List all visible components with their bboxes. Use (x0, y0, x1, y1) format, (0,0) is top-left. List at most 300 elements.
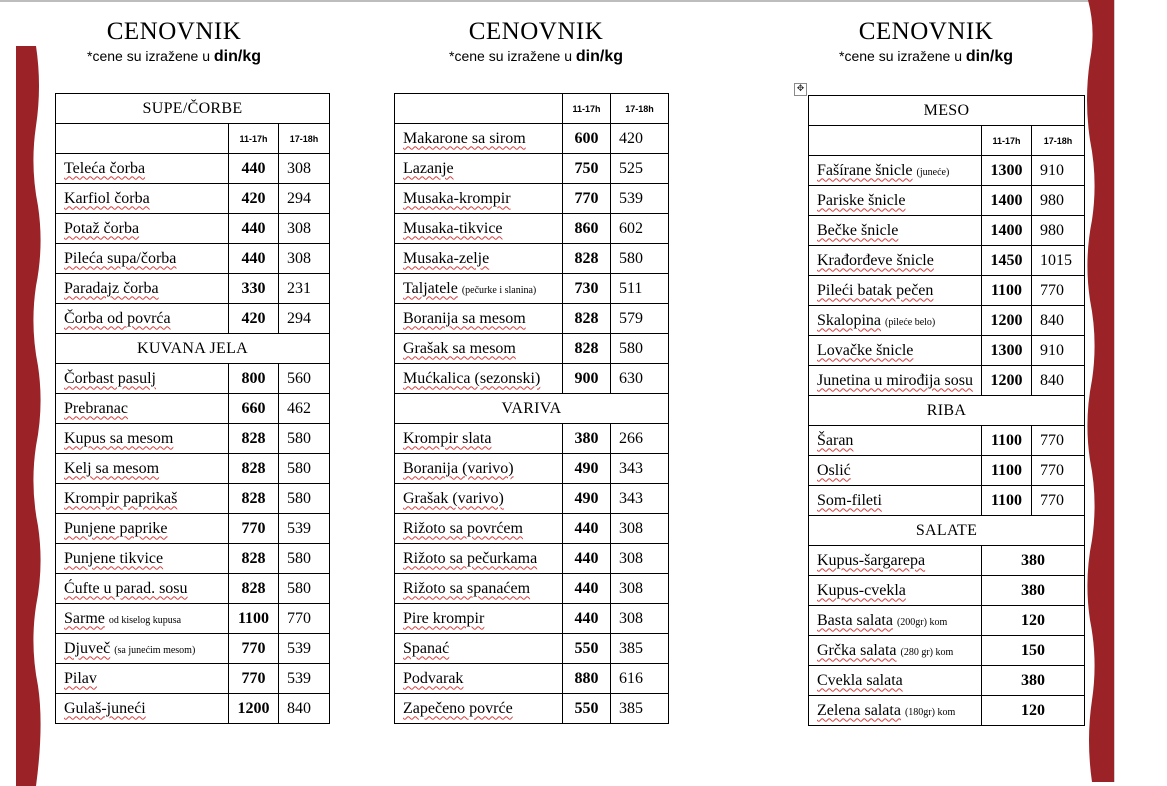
menu-item-row (395, 214, 669, 244)
item-name: Paradajz čorba (64, 279, 159, 297)
menu-item-row (56, 694, 330, 724)
item-name: Cvekla salata (817, 671, 903, 689)
item-name: Krađorđeve šnicle (817, 251, 934, 269)
item-price-discount: 308 (279, 244, 330, 274)
price-unit-note: *cene su izražene u din/kg (87, 48, 261, 65)
item-name: Musaka-zelje (403, 249, 490, 267)
item-price-full: 440 (563, 574, 611, 604)
item-price-full: 420 (229, 184, 279, 214)
item-name-cell (56, 694, 229, 724)
item-name: Rižoto sa povrćem (403, 519, 523, 537)
item-name: Fašírane šnicle (817, 161, 913, 179)
menu-item-row (395, 514, 669, 544)
item-price-full: 1200 (982, 366, 1032, 396)
item-name-cell (395, 244, 563, 274)
menu-item-row (56, 214, 330, 244)
item-price: 380 (982, 666, 1085, 696)
item-price-full: 828 (229, 544, 279, 574)
menu-item-row (395, 154, 669, 184)
item-name: Pire krompir (403, 609, 485, 627)
item-name-cell (395, 334, 563, 364)
item-price-discount: 308 (611, 514, 669, 544)
menu-item-row (395, 454, 669, 484)
item-price-full: 1400 (982, 216, 1032, 246)
item-price-full: 660 (229, 394, 279, 424)
item-name: Lovačke šnicle (817, 341, 914, 359)
item-price-full: 1450 (982, 246, 1032, 276)
menu-item-row (395, 574, 669, 604)
menu-item-row (809, 666, 1085, 696)
section-row (809, 96, 1085, 126)
item-price-discount: 539 (279, 664, 330, 694)
item-name: Teleća čorba (64, 159, 146, 177)
column-3-header (808, 18, 1044, 67)
menu-item-row (56, 304, 330, 334)
item-price-discount: 343 (611, 484, 669, 514)
item-name-cell (395, 124, 563, 154)
price-unit-note: *cene su izražene u din/kg (449, 48, 623, 65)
item-name: Ćufte u parad. sosu (64, 579, 188, 597)
menu-item-row (809, 426, 1085, 456)
item-price-full: 550 (563, 634, 611, 664)
menu-item-row (395, 364, 669, 394)
item-price-full: 828 (229, 454, 279, 484)
item-price-full: 490 (563, 484, 611, 514)
item-name: Zapečeno povrće (403, 699, 513, 717)
menu-item-row (395, 424, 669, 454)
item-name: Musaka-tikvice (403, 219, 503, 237)
item-name-cell (395, 634, 563, 664)
item-name-cell (395, 154, 563, 184)
menu-item-row (809, 246, 1085, 276)
item-price-full: 1100 (982, 486, 1032, 516)
item-name-cell (56, 634, 229, 664)
item-price-discount: 580 (279, 574, 330, 604)
item-price-discount: 840 (1032, 306, 1085, 336)
item-name: Basta salata (817, 611, 893, 629)
item-name-cell (395, 604, 563, 634)
item-price-discount: 385 (611, 694, 669, 724)
item-name-cell (809, 486, 982, 516)
item-name: Sarme (64, 609, 105, 627)
item-name-cell (395, 484, 563, 514)
item-name-cell (56, 664, 229, 694)
menu-item-row (809, 276, 1085, 306)
menu-item-row (395, 184, 669, 214)
menu-item-row (395, 274, 669, 304)
menu-item-row (395, 304, 669, 334)
item-name: Boranija (varivo) (403, 459, 514, 477)
price-table-column-1 (55, 93, 330, 724)
menu-item-row (809, 336, 1085, 366)
blank-header-cell (56, 124, 229, 154)
item-name-cell (56, 544, 229, 574)
item-name-cell (809, 216, 982, 246)
item-name-cell (56, 604, 229, 634)
item-price-discount: 539 (611, 184, 669, 214)
item-name-cell (395, 664, 563, 694)
item-price-full: 1100 (229, 604, 279, 634)
item-price-full: 600 (563, 124, 611, 154)
menu-item-row (56, 514, 330, 544)
item-name: Djuveč (64, 639, 111, 657)
item-price-discount: 231 (279, 274, 330, 304)
item-price: 150 (982, 636, 1085, 666)
item-name: Karfiol čorba (64, 189, 150, 207)
item-price-discount: 266 (611, 424, 669, 454)
menu-item-row (809, 696, 1085, 726)
item-name: Potaž čorba (64, 219, 140, 237)
item-name-cell (809, 366, 982, 396)
item-name: Bečke šnicle (817, 221, 899, 239)
item-name-cell (809, 426, 982, 456)
blank-header-cell (395, 94, 563, 124)
column-2-header (418, 18, 654, 67)
section-title: SALATE (809, 516, 1085, 546)
menu-item-row (56, 364, 330, 394)
item-price-discount: 511 (611, 274, 669, 304)
section-row (56, 94, 330, 124)
item-name: Grašak sa mesom (403, 339, 516, 357)
item-price: 120 (982, 696, 1085, 726)
item-name: Kelj sa mesom (64, 459, 160, 477)
menu-item-row (56, 184, 330, 214)
menu-item-row (395, 484, 669, 514)
item-price: 120 (982, 606, 1085, 636)
item-name: Skalopina (817, 311, 881, 329)
menu-item-row (809, 546, 1085, 576)
menu-item-row (56, 454, 330, 484)
item-name: Podvarak (403, 669, 464, 687)
item-price-discount: 602 (611, 214, 669, 244)
menu-item-row (56, 574, 330, 604)
page-title: CENOVNIK (106, 18, 242, 45)
item-name: Kupus-šargarepa (817, 551, 926, 569)
item-price-discount: 580 (279, 544, 330, 574)
item-price-discount: 462 (279, 394, 330, 424)
item-name-cell (395, 184, 563, 214)
item-name-cell (56, 514, 229, 544)
item-price-discount: 770 (1032, 456, 1085, 486)
menu-item-row (809, 216, 1085, 246)
section-row (809, 396, 1085, 426)
item-name-cell (809, 636, 982, 666)
item-name-cell (395, 514, 563, 544)
menu-item-row (56, 664, 330, 694)
item-note: (juneće) (916, 166, 950, 178)
item-price-full: 828 (563, 244, 611, 274)
menu-item-row (809, 486, 1085, 516)
item-price-discount: 539 (279, 514, 330, 544)
item-price-discount: 420 (611, 124, 669, 154)
menu-item-row (56, 634, 330, 664)
item-price-discount: 910 (1032, 336, 1085, 366)
item-price-discount: 840 (1032, 366, 1085, 396)
item-name-cell (56, 484, 229, 514)
item-price-full: 440 (563, 544, 611, 574)
item-note: (200gr) kom (896, 616, 948, 628)
item-price-full: 828 (229, 424, 279, 454)
item-price-full: 440 (563, 604, 611, 634)
item-name-cell (809, 156, 982, 186)
item-name-cell (395, 304, 563, 334)
item-name-cell (809, 546, 982, 576)
item-name-cell (56, 454, 229, 484)
item-name-cell (56, 394, 229, 424)
time-header-2: 17-18h (1032, 126, 1085, 156)
item-name-cell (395, 364, 563, 394)
menu-item-row (56, 154, 330, 184)
decorative-ribbon-left (16, 46, 42, 786)
item-price-full: 880 (563, 664, 611, 694)
menu-item-row (809, 186, 1085, 216)
page-title: CENOVNIK (468, 18, 604, 45)
item-price-discount: 560 (279, 364, 330, 394)
item-price-discount: 308 (611, 604, 669, 634)
item-name-cell (56, 184, 229, 214)
section-title: RIBA (809, 396, 1085, 426)
item-price-discount: 308 (279, 214, 330, 244)
table-move-handle-icon[interactable]: ✥ (794, 83, 807, 96)
page-title: CENOVNIK (858, 18, 994, 45)
menu-item-row (395, 694, 669, 724)
item-name-cell (56, 304, 229, 334)
item-name: Krompir slata (403, 429, 492, 447)
item-price-full: 1100 (982, 426, 1032, 456)
item-name-cell (395, 454, 563, 484)
item-price-discount: 308 (279, 154, 330, 184)
item-price-discount: 770 (1032, 276, 1085, 306)
time-header-1: 11-17h (563, 94, 611, 124)
item-name-cell (395, 424, 563, 454)
page-margin (1114, 0, 1167, 782)
item-name: Makarone sa sirom (403, 129, 526, 147)
item-name: Spanać (403, 639, 450, 657)
menu-item-row (809, 636, 1085, 666)
item-name: Som-fileti (817, 491, 882, 509)
item-name-cell (809, 186, 982, 216)
item-name-cell (395, 574, 563, 604)
item-price-discount: 580 (611, 334, 669, 364)
item-name-cell (56, 244, 229, 274)
item-price-full: 828 (563, 304, 611, 334)
decorative-ribbon-right (1084, 0, 1114, 782)
item-name: Pileća supa/čorba (64, 249, 177, 267)
item-price-full: 800 (229, 364, 279, 394)
time-header-1: 11-17h (229, 124, 279, 154)
section-row (809, 516, 1085, 546)
section-title: VARIVA (395, 394, 669, 424)
menu-item-row (56, 394, 330, 424)
item-name-cell (395, 274, 563, 304)
item-price-discount: 580 (611, 244, 669, 274)
item-price-full: 828 (229, 574, 279, 604)
item-price-full: 490 (563, 454, 611, 484)
item-price-full: 770 (229, 514, 279, 544)
item-price-full: 750 (563, 154, 611, 184)
item-name: Musaka-krompir (403, 189, 511, 207)
item-price-full: 1300 (982, 336, 1032, 366)
item-name-cell (395, 214, 563, 244)
item-name: Lazanje (403, 159, 454, 177)
item-price-discount: 385 (611, 634, 669, 664)
menu-item-row (56, 424, 330, 454)
menu-item-row (809, 456, 1085, 486)
item-name: Pilav (64, 669, 97, 687)
menu-item-row (395, 124, 669, 154)
item-name: Grašak (varivo) (403, 489, 504, 507)
section-title: MESO (809, 96, 1085, 126)
price-unit-note: *cene su izražene u din/kg (839, 48, 1013, 65)
menu-item-row (809, 306, 1085, 336)
item-name-cell (809, 246, 982, 276)
item-name-cell (395, 544, 563, 574)
menu-item-row (56, 244, 330, 274)
item-price-discount: 580 (279, 424, 330, 454)
item-price-discount: 770 (279, 604, 330, 634)
item-name: Gulaš-juneći (64, 699, 146, 717)
item-price-discount: 840 (279, 694, 330, 724)
item-price-full: 440 (563, 514, 611, 544)
item-name-cell (809, 696, 982, 726)
item-price-full: 1200 (229, 694, 279, 724)
item-name-cell (809, 276, 982, 306)
item-price-discount: 525 (611, 154, 669, 184)
menu-item-row (809, 156, 1085, 186)
section-row (395, 394, 669, 424)
item-price-full: 1300 (982, 156, 1032, 186)
menu-item-row (395, 544, 669, 574)
item-price-discount: 580 (279, 484, 330, 514)
menu-item-row (56, 274, 330, 304)
menu-item-row (809, 606, 1085, 636)
item-price-full: 1100 (982, 276, 1032, 306)
menu-item-row (56, 604, 330, 634)
item-price-discount: 980 (1032, 186, 1085, 216)
item-price-full: 1200 (982, 306, 1032, 336)
item-price-discount: 616 (611, 664, 669, 694)
item-price-discount: 294 (279, 304, 330, 334)
item-price-discount: 630 (611, 364, 669, 394)
item-price-full: 1400 (982, 186, 1032, 216)
item-name: Kupus-cvekla (817, 581, 906, 599)
item-note: (pečurke i slanina) (461, 284, 537, 296)
item-name: Oslić (817, 461, 851, 479)
item-name: Čorbast pasulj (64, 369, 156, 387)
item-name: Pariske šnicle (817, 191, 906, 209)
time-header-2: 17-18h (279, 124, 330, 154)
item-name: Čorba od povrća (64, 309, 171, 327)
time-header-row (395, 94, 669, 124)
price-table-column-2 (394, 93, 669, 724)
item-price-full: 900 (563, 364, 611, 394)
item-name: Taljatele (403, 279, 458, 297)
item-name-cell (56, 574, 229, 604)
item-price-discount: 308 (611, 574, 669, 604)
section-row (56, 334, 330, 364)
item-price-full: 420 (229, 304, 279, 334)
item-name-cell (395, 694, 563, 724)
item-price-discount: 539 (279, 634, 330, 664)
item-price-full: 550 (563, 694, 611, 724)
item-name: Grčka salata (817, 641, 897, 659)
top-border (0, 0, 1167, 2)
item-price-full: 770 (229, 634, 279, 664)
section-title: KUVANA JELA (56, 334, 330, 364)
item-name: Rižoto sa spanaćem (403, 579, 531, 597)
item-price-full: 828 (563, 334, 611, 364)
column-1-header (56, 18, 292, 67)
item-price-discount: 770 (1032, 426, 1085, 456)
menu-item-row (809, 366, 1085, 396)
item-price: 380 (982, 546, 1085, 576)
item-price-full: 330 (229, 274, 279, 304)
blank-header-cell (809, 126, 982, 156)
item-name-cell (56, 274, 229, 304)
menu-item-row (56, 544, 330, 574)
menu-item-row (56, 484, 330, 514)
item-price: 380 (982, 576, 1085, 606)
item-name-cell (56, 214, 229, 244)
section-title: SUPE/ČORBE (56, 94, 330, 124)
item-note: (sa junećim mesom) (114, 644, 196, 656)
item-name-cell (56, 424, 229, 454)
item-price-full: 380 (563, 424, 611, 454)
item-name: Prebranac (64, 399, 128, 417)
item-name: Boranija sa mesom (403, 309, 526, 327)
item-price-full: 440 (229, 154, 279, 184)
item-price-discount: 580 (279, 454, 330, 484)
item-name: Zelena salata (817, 701, 901, 719)
item-price-discount: 343 (611, 454, 669, 484)
time-header-row (809, 126, 1085, 156)
time-header-row (56, 124, 330, 154)
menu-item-row (395, 604, 669, 634)
item-price-full: 440 (229, 244, 279, 274)
item-price-discount: 910 (1032, 156, 1085, 186)
item-name-cell (809, 606, 982, 636)
menu-item-row (395, 244, 669, 274)
item-name: Junetina u mirođija sosu (817, 371, 973, 389)
item-price-discount: 770 (1032, 486, 1085, 516)
item-price-full: 1100 (982, 456, 1032, 486)
item-note: (180gr) kom (904, 706, 956, 718)
item-name-cell (56, 154, 229, 184)
item-note: (280 gr) kom (900, 646, 954, 658)
item-price-discount: 1015 (1032, 246, 1085, 276)
item-price-discount: 980 (1032, 216, 1085, 246)
menu-item-row (395, 334, 669, 364)
item-note: od kiselog kupusa (108, 614, 182, 626)
time-header-1: 11-17h (982, 126, 1032, 156)
menu-item-row (395, 634, 669, 664)
item-name: Krompir paprikaš (64, 489, 178, 507)
menu-item-row (395, 664, 669, 694)
item-name-cell (56, 364, 229, 394)
item-name-cell (809, 576, 982, 606)
item-price-full: 440 (229, 214, 279, 244)
item-name: Kupus sa mesom (64, 429, 174, 447)
item-name: Pileći batak pečen (817, 281, 934, 299)
item-name: Šaran (817, 431, 854, 449)
item-price-full: 770 (563, 184, 611, 214)
menu-item-row (809, 576, 1085, 606)
item-name-cell (809, 666, 982, 696)
item-price-discount: 579 (611, 304, 669, 334)
item-price-discount: 294 (279, 184, 330, 214)
price-table-column-3 (808, 95, 1085, 726)
time-header-2: 17-18h (611, 94, 669, 124)
